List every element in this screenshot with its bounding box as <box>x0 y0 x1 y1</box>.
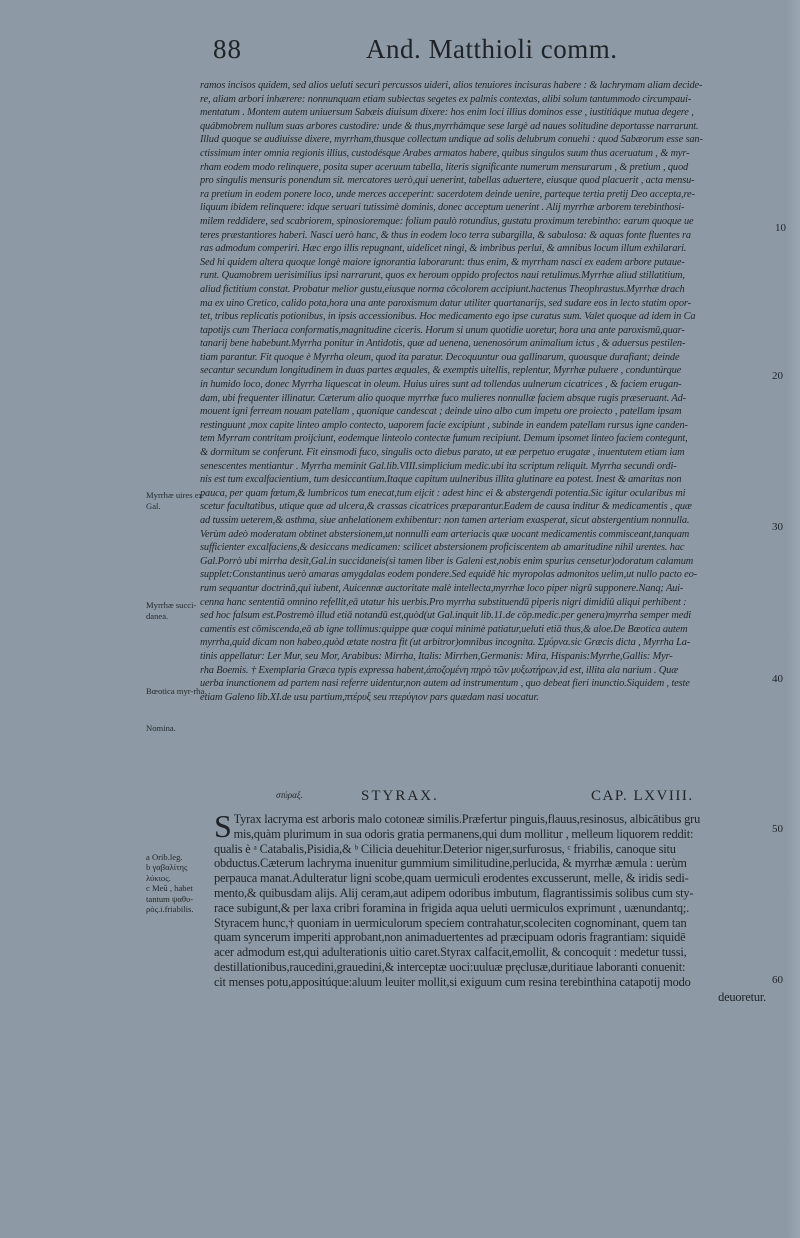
commentary-line: secantur secundum longitudinem in duas partes æquales, & exemptis uitellis, replentur, Myrrhæ puluere , conduntúrque <box>200 365 682 377</box>
commentary-line: restinguunt ,mox capite linteo amplo contecto, uaporem facie excipiunt , subinde in eandem patellam rursus igne canden- <box>200 419 688 431</box>
margin-note-boeotica: Bœotica myr-rha. <box>146 686 207 696</box>
commentary-line: aliud fictitium constat. Probatur melior gustu,eiusque norma côcolorem accipiunt.hactenus Theophrastus.Myrrhæ drach <box>200 283 685 295</box>
commentary-line: rha Boemis. † Exemplaria Græca typis expressa habent,ἀποζομένη πηρὸ τῶν μυξωτήρων,id est, illita ala narium . Quæ <box>200 664 678 676</box>
margin-note-myrrhae-succidanea: Myrrhæ succi-danea. <box>146 600 197 621</box>
variant-note: a Orib.leg. <box>146 852 183 862</box>
commentary-line: senescentes mentiantur . Myrrha meminit Gal.lib.VIII.simplicium medic.ubi ita scriptum reliquit. Myrrha secundi ordi- <box>200 460 677 472</box>
marginal-variant-notes <box>146 852 212 914</box>
commentary-line: re, aliam arbori inhærere: nonnunquam etiam subiectas segetes ex palmis contextas, alibi solum tantummodo circumpaui- <box>200 93 692 105</box>
styrax-line: deuoretur. <box>718 989 766 1004</box>
variant-note: c Meū , habet <box>146 883 193 894</box>
line-number: 60 <box>772 974 783 986</box>
commentary-line: ramos incisos quidem, sed alios ueluti securi percussos uideri, alios tenuiores incisuras habere : & lachrymam aliam decide- <box>200 80 703 91</box>
commentary-line: ra pretium in eodem ponere loco, unde merces acceperint: sacerdotem deinde uenire, parteque tertia pretij Deo accepta,re- <box>200 188 695 200</box>
commentary-line: camentis est cōmiscenda,eā ab igne tollimus:quippe quæ coqui minimè patiatur,ueluti etiā thus,& aloe.De Bœotica autem <box>200 623 688 635</box>
commentary-line: sed hoc falsum est.Postremò illud etiā notandū est,quòd(ut Gal.inquit lib.11.de cōp.medic.per genera)myrrha semper medi <box>200 610 692 622</box>
variant-note: λύκιος. <box>146 872 171 883</box>
commentary-line: tem Myrram contritam proijciunt, eodemque linteolo contectæ fumum recipiunt. Demum ipsomet linteo faciem contegunt, <box>200 433 688 445</box>
variant-note: tantum ψαθυ- <box>146 893 194 904</box>
commentary-line: tiam parantur. Fit quoque è Myrrha oleum, quod ita paratur. Decoquuntur oua gallinarum, quousque durafiant; deinde <box>200 351 680 363</box>
commentary-line: Verùm adeò moderatam obtinet abstersionem,ut nonnulli eam arteriacis quæ uocant medicamentis commisceant,tanquam <box>200 528 690 540</box>
commentary-line: teres præstantiores haberi. Nasci uerò hanc, & thus in eodem loco terra subargilla, & sabulosa: & aquas fonte fluentes ra <box>200 229 691 241</box>
commentary-line: mouent igni ferream nouam patellam , quoníque candescat ; deinde uino albo cum impetu ore proiecto , patellam ipsam <box>200 406 682 418</box>
styrax-line: acer admodum est,qui adulterationis uitio caret.Styrax calfacit,emollit, & concoquit : medetur tussi, <box>214 945 687 960</box>
styrax-line: race subigunt,& per laxa cribri foramina in frigida aqua ueluti uermiculos exprimunt , uænundantq;. <box>214 900 689 915</box>
page-edge <box>786 0 800 1238</box>
commentary-line: pro singulis mensuris ponendum sit. mercatores uerò,qui uenerint, tabellas aduertere, eiusque quod placuerit , acta mensu- <box>200 175 695 187</box>
commentary-line: nis est tum excalfacientium, tum desiccantium.Itaque capitum uulneribus illita glutinare ea potest. Inest & amaritas non <box>200 474 682 486</box>
variant-note: b γαβαλίτης <box>146 862 188 873</box>
chapter-name: STYRAX. <box>361 788 439 804</box>
styrax-line: cit menses potu,appositúque:aluum leuiter mollit,si exiguum cum resina terebinthina catapotij modo <box>214 974 691 989</box>
commentary-line: myrrha,quid dicam non habeo,quòd ætate nostra fit (ut arbitror)omnibus incognita. Σμύρνα.sic Græcis dicta , Myrrha La- <box>200 637 691 649</box>
commentary-line: tapotijs cum Theriaca conformatis,magnitudine ciceris. Horum si unum quotidie uoretur, hora una ante paroxismū,quar- <box>200 324 685 336</box>
styrax-line: perpauca manat.Adulteratur ligni scobe,quam uermiculi erodentes excusserunt, melle, & iridis sedi- <box>214 871 689 886</box>
commentary-line: milem reddidere, sed scabriorem, spinosioremque: folium paulò rotundius, gustatu proximum terebintho: earum quoque ue <box>200 215 694 227</box>
line-number: 20 <box>772 370 783 382</box>
commentary-line: supplet:Constantinus uerò amaras amygdalas eodem pondere.Sed equidē hic myropolas admonitos uelim,ut nullo pacto eo- <box>200 569 697 581</box>
commentary-line: liquum ibidem relinquere: idque seruari tutissimè dominis, donec acceptum uenerint . Alij myrrhæ arborem terebinthosi- <box>200 202 685 214</box>
line-number: 30 <box>772 521 783 533</box>
commentary-line: dam, ubi frequenter illinatur. Cæterum alio quoque myrrhæ fuco mulieres nonnullæ faciem absque rugis præseruant. Ad- <box>200 392 686 404</box>
commentary-line: Illud quoque se audiuisse dixere, myrrham,thusque collectum undique ad solis delubrum conuehi : quod Sabæorum esse san- <box>200 134 703 146</box>
styrax-text <box>214 808 766 1004</box>
margin-note-myrrhae-uires: Myrrhæ uires ex Gal. <box>146 490 203 511</box>
line-number: 50 <box>772 823 783 835</box>
commentary-line: rham eodem modo relinquere, posita super aceruum tabella, literis significante numerum mensurarum , & pretium , quod <box>200 161 689 173</box>
commentary-line: Sed hi quidem altera quoque longè maiore ignorantia laborarunt: thus enim, & myrrham nasci ex eadem arbore putaue- <box>200 256 685 268</box>
commentary-line: ad tussim ueterem,& asthma, siue anhelationem exhibentur: non tamen arteriam exasperat, sicut abstergentium nonnulla. <box>200 515 690 526</box>
line-number: 10 <box>775 222 786 234</box>
chapter-heading <box>0 788 800 808</box>
styrax-line: destillationibus,raucedini,grauedini,& interceptæ uoci:uuluæ pręclusæ,duritiaue laboranti conuenit: <box>214 959 686 974</box>
margin-note-nomina: Nomina. <box>146 723 176 733</box>
commentary-line: ctissimum inter omnia regionis illius, custodésque Arabes armatos habere, quibus singulos suum thus aceruatum , & myr- <box>200 147 690 159</box>
commentary-line: scetur facultatibus, utique quæ ad ulcera,& crassas cicatrices præparantur.Eadem de causa inditur & medicamentis , quæ <box>200 501 692 513</box>
drop-cap: S <box>214 808 232 844</box>
commentary-line: runt. Quamobrem uerisimilius ipsi narrarunt, quos ex heroum oppido profectos naui retulimus.Myrrhæ aliud stillatitium, <box>200 270 685 282</box>
commentary-text <box>200 79 762 704</box>
commentary-line: sufficienter excalfaciens,& desiccans medicamen: scilicet abstersionem proficiscentem ab amaritudine nihil urentes. hac <box>200 542 685 554</box>
running-title: And. Matthioli comm. <box>366 34 618 64</box>
styrax-line: obductus.Cæterum lachryma inuenitur gummium similitudine,perlucida, & myrrhæ æmula : uerùm <box>214 856 687 871</box>
styrax-line: Tyrax lacryma est arboris malo cotoneæ similis.Præfertur pinguis,flauus,resinosus, albicātibus gru <box>233 812 701 826</box>
commentary-line: quábmobrem nullum suas arbores custodire: unde & thus,myrrhámque sese largè ad naues solitudine deportasse narrarunt. <box>200 120 699 132</box>
commentary-line: in humido loco, donec Myrrha liquescat in oleum. Huius uires sunt ad tollendas uulnerum cicatrices , & faciem erugan- <box>200 379 682 391</box>
styrax-line: Styracem hunc,† quoniam in uermiculorum speciem contrahatur,scoleciten cognominant, quem tan <box>214 915 687 930</box>
commentary-line: tet, tribus replicatis potionibus, in ipsis accessionibus. Hoc medicamento ego ipse curatus sum. Valet quoque ad idem in Ca <box>200 311 696 323</box>
page-header <box>0 34 800 74</box>
greek-heading: στύραξ. <box>276 790 303 800</box>
commentary-line: tanarij bene habebunt.Myrrha ponitur in Antidotis, quæ ad uenena, uenenosórum animalium ictus , & aduersus pestilen- <box>200 338 686 350</box>
variant-note: ρὸς.i.friabilis. <box>146 904 194 915</box>
commentary-line: Gal.Porrò ubi mirrha desit,Gal.in succidaneis(si tamen liber is Galeni est,nobis enim spurius censetur)odoratum calamum <box>200 555 694 567</box>
styrax-line: quam syncerum imperiti approbant,non animaduertentes ad præcipuam odoris fragrantiam: siquidē <box>214 930 686 945</box>
page-number: 88 <box>213 34 242 64</box>
styrax-line: mento,& quibusdam alijs. Alij ceram,aut adipem odoribus imbutum, flagrantissimis solibus cum sty- <box>214 885 694 900</box>
commentary-line: cenna hanc sententiā omnino refellit,eā utatur his uerbis.Pro myrrha substituendū piperis nigri dimidiū aliqui perhibent : <box>200 596 687 608</box>
commentary-line: ras admodum comperiri. Hæc ergo illis repugnant, uidelicet ningi, & imbribus perlui, & amnibus locum illum exhilarari. <box>200 243 687 255</box>
styrax-line: mis,quàm plurimum in sua odoris gratia permanens,qui dum mollitur , melleum liquorem reddit: <box>233 826 694 841</box>
styrax-line: qualis è ᵃ Catabalis,Pisidia,& ᵇ Cilicia deuehitur.Deterior niger,surfurosus, ᶜ friabilis, canoque situ <box>214 841 676 856</box>
commentary-line: ma ex uino Cretico, calido pota,hora una ante paroxismum datur utiliter quartanarijs, sed sudare eos in lecto statim opor- <box>200 297 691 309</box>
commentary-line: & dormitum se conferunt. Fit einsmodi fuco, singulis octo diebus parato, ut eæ perpetuo erugatæ , inuentutem etiam iam <box>200 447 685 459</box>
commentary-line: mentatum . Montem autem uniuersum Sabæis diuisum dixere: hos enim loci illius dominos esse , iustitiáque mutua degere , <box>200 107 694 119</box>
chapter-number: CAP. LXVIII. <box>591 788 694 804</box>
commentary-line: pauca, per quam fœtum,& lumbricos tum enecat,tum eijcit : adest hinc ei & abstergendi potentia.Sic igitur ocularibus mi <box>200 487 686 499</box>
commentary-line: uerba inunctionem ad partem nasi referre uidentur,non autem ad instrumentum , quo debeat fieri inunctio.Siquidem , teste <box>200 678 690 690</box>
commentary-line: etiam Galeno lib.XI.de usu partium,πτέρυξ seu πτερύγιον pars quædam nasi uocatur. <box>200 691 539 703</box>
commentary-line: tinis appellatur: Ler Mur, seu Mor, Arabibus: Mirrha, Italis: Mirrhen,Germanis: Mira, Hispanis:Myrrhe,Gallis: Myr- <box>200 650 673 662</box>
commentary-line: rum sequantur doctrinā,qui iubent, Auicennæ auctoritate malè intellecta,myrrhæ loco piper nigrū supponere.Nanq; Aui- <box>200 582 684 594</box>
line-number: 40 <box>772 673 783 685</box>
